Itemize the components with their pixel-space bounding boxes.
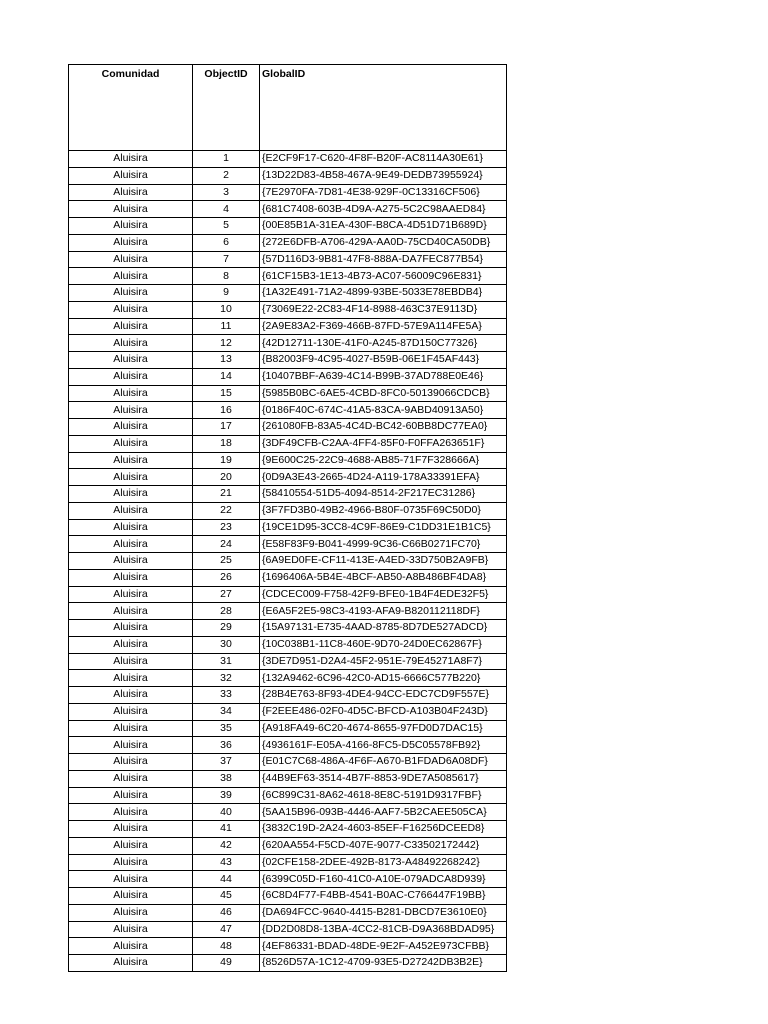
cell-comunidad: Aluisira	[69, 201, 193, 218]
cell-objectid: 8	[193, 268, 260, 285]
cell-globalid: {E01C7C68-486A-4F6F-A670-B1FDAD6A08DF}	[260, 754, 507, 771]
table-row	[69, 536, 507, 553]
cell-objectid: 41	[193, 821, 260, 838]
cell-objectid: 11	[193, 318, 260, 335]
cell-objectid: 20	[193, 469, 260, 486]
cell-comunidad: Aluisira	[69, 737, 193, 754]
cell-comunidad: Aluisira	[69, 921, 193, 938]
cell-comunidad: Aluisira	[69, 804, 193, 821]
cell-objectid: 26	[193, 569, 260, 586]
cell-comunidad: Aluisira	[69, 335, 193, 352]
table-row	[69, 569, 507, 586]
cell-globalid: {1696406A-5B4E-4BCF-AB50-A8B486BF4DA8}	[260, 569, 507, 586]
cell-comunidad: Aluisira	[69, 687, 193, 704]
cell-comunidad: Aluisira	[69, 486, 193, 503]
cell-globalid: {132A9462-6C96-42C0-AD15-6666C577B220}	[260, 670, 507, 687]
cell-objectid: 13	[193, 352, 260, 369]
cell-globalid: {15A97131-E735-4AAD-8785-8D7DE527ADCD}	[260, 620, 507, 637]
cell-globalid: {13D22D83-4B58-467A-9E49-DEDB73955924}	[260, 167, 507, 184]
cell-comunidad: Aluisira	[69, 754, 193, 771]
cell-globalid: {3DE7D951-D2A4-45F2-951E-79E45271A8F7}	[260, 653, 507, 670]
cell-globalid: {10C038B1-11C8-460E-9D70-24D0EC62867F}	[260, 636, 507, 653]
cell-objectid: 21	[193, 486, 260, 503]
cell-globalid: {261080FB-83A5-4C4D-BC42-60BB8DC77EA0}	[260, 419, 507, 436]
cell-objectid: 28	[193, 603, 260, 620]
cell-comunidad: Aluisira	[69, 670, 193, 687]
cell-objectid: 48	[193, 938, 260, 955]
table-row	[69, 452, 507, 469]
table-row	[69, 586, 507, 603]
cell-comunidad: Aluisira	[69, 352, 193, 369]
cell-objectid: 16	[193, 402, 260, 419]
cell-globalid: {E58F83F9-B041-4999-9C36-C66B0271FC70}	[260, 536, 507, 553]
cell-globalid: {57D116D3-9B81-47F8-888A-DA7FEC877B54}	[260, 251, 507, 268]
table-row	[69, 938, 507, 955]
header-globalid: GlobalID	[260, 65, 507, 151]
table-row	[69, 368, 507, 385]
cell-objectid: 14	[193, 368, 260, 385]
cell-objectid: 38	[193, 770, 260, 787]
cell-comunidad: Aluisira	[69, 653, 193, 670]
cell-comunidad: Aluisira	[69, 251, 193, 268]
cell-comunidad: Aluisira	[69, 955, 193, 972]
cell-globalid: {9E600C25-22C9-4688-AB85-71F7F328666A}	[260, 452, 507, 469]
table-row	[69, 653, 507, 670]
cell-objectid: 10	[193, 301, 260, 318]
cell-globalid: {02CFE158-2DEE-492B-8173-A48492268242}	[260, 854, 507, 871]
table-row	[69, 419, 507, 436]
cell-objectid: 6	[193, 234, 260, 251]
table-row	[69, 821, 507, 838]
table-body	[69, 151, 507, 972]
cell-comunidad: Aluisira	[69, 821, 193, 838]
cell-globalid: {6C8D4F77-F4BB-4541-B0AC-C766447F19BB}	[260, 888, 507, 905]
table-row	[69, 167, 507, 184]
cell-comunidad: Aluisira	[69, 402, 193, 419]
cell-globalid: {272E6DFB-A706-429A-AA0D-75CD40CA50DB}	[260, 234, 507, 251]
cell-objectid: 35	[193, 720, 260, 737]
cell-globalid: {A918FA49-6C20-4674-8655-97FD0D7DAC15}	[260, 720, 507, 737]
table-row	[69, 234, 507, 251]
cell-globalid: {1A32E491-71A2-4899-93BE-5033E78EBDB4}	[260, 285, 507, 302]
cell-globalid: {58410554-51D5-4094-8514-2F217EC31286}	[260, 486, 507, 503]
table-row	[69, 402, 507, 419]
table-row	[69, 553, 507, 570]
table-row	[69, 871, 507, 888]
cell-objectid: 46	[193, 904, 260, 921]
header-objectid: ObjectID	[193, 65, 260, 151]
cell-comunidad: Aluisira	[69, 234, 193, 251]
cell-objectid: 2	[193, 167, 260, 184]
data-table	[68, 64, 507, 972]
cell-globalid: {19CE1D95-3CC8-4C9F-86E9-C1DD31E1B1C5}	[260, 519, 507, 536]
cell-comunidad: Aluisira	[69, 703, 193, 720]
cell-objectid: 45	[193, 888, 260, 905]
cell-objectid: 31	[193, 653, 260, 670]
table-row	[69, 636, 507, 653]
cell-globalid: {44B9EF63-3514-4B7F-8853-9DE7A5085617}	[260, 770, 507, 787]
table-row	[69, 955, 507, 972]
cell-comunidad: Aluisira	[69, 469, 193, 486]
cell-objectid: 15	[193, 385, 260, 402]
cell-globalid: {620AA554-F5CD-407E-9077-C33502172442}	[260, 837, 507, 854]
cell-objectid: 19	[193, 452, 260, 469]
cell-objectid: 1	[193, 151, 260, 168]
cell-comunidad: Aluisira	[69, 938, 193, 955]
cell-globalid: {42D12711-130E-41F0-A245-87D150C77326}	[260, 335, 507, 352]
cell-comunidad: Aluisira	[69, 419, 193, 436]
cell-comunidad: Aluisira	[69, 301, 193, 318]
table-row	[69, 720, 507, 737]
cell-globalid: {DD2D08D8-13BA-4CC2-81CB-D9A368BDAD95}	[260, 921, 507, 938]
table-row	[69, 268, 507, 285]
cell-globalid: {3F7FD3B0-49B2-4966-B80F-0735F69C50D0}	[260, 502, 507, 519]
cell-globalid: {6399C05D-F160-41C0-A10E-079ADCA8D939}	[260, 871, 507, 888]
cell-objectid: 42	[193, 837, 260, 854]
table-row	[69, 435, 507, 452]
cell-comunidad: Aluisira	[69, 318, 193, 335]
cell-comunidad: Aluisira	[69, 603, 193, 620]
table-row	[69, 837, 507, 854]
header-comunidad: Comunidad	[69, 65, 193, 151]
cell-objectid: 23	[193, 519, 260, 536]
table-row	[69, 301, 507, 318]
cell-globalid: {6A9ED0FE-CF11-413E-A4ED-33D750B2A9FB}	[260, 553, 507, 570]
table-row	[69, 335, 507, 352]
cell-globalid: {B82003F9-4C95-4027-B59B-06E1F45AF443}	[260, 352, 507, 369]
cell-comunidad: Aluisira	[69, 569, 193, 586]
table-row	[69, 251, 507, 268]
cell-comunidad: Aluisira	[69, 268, 193, 285]
cell-comunidad: Aluisira	[69, 452, 193, 469]
cell-comunidad: Aluisira	[69, 218, 193, 235]
cell-objectid: 18	[193, 435, 260, 452]
cell-globalid: {0D9A3E43-2665-4D24-A119-178A33391EFA}	[260, 469, 507, 486]
cell-globalid: {2A9E83A2-F369-466B-87FD-57E9A114FE5A}	[260, 318, 507, 335]
table-row	[69, 502, 507, 519]
cell-objectid: 27	[193, 586, 260, 603]
cell-comunidad: Aluisira	[69, 904, 193, 921]
cell-comunidad: Aluisira	[69, 184, 193, 201]
cell-comunidad: Aluisira	[69, 536, 193, 553]
table-row	[69, 469, 507, 486]
table-row	[69, 670, 507, 687]
cell-comunidad: Aluisira	[69, 586, 193, 603]
cell-comunidad: Aluisira	[69, 502, 193, 519]
cell-globalid: {4936161F-E05A-4166-8FC5-D5C05578FB92}	[260, 737, 507, 754]
cell-objectid: 4	[193, 201, 260, 218]
table-row	[69, 737, 507, 754]
table-row	[69, 486, 507, 503]
cell-objectid: 5	[193, 218, 260, 235]
table-row	[69, 603, 507, 620]
table-row	[69, 201, 507, 218]
table-row	[69, 703, 507, 720]
header-row	[69, 65, 507, 151]
cell-globalid: {00E85B1A-31EA-430F-B8CA-4D51D71B689D}	[260, 218, 507, 235]
cell-objectid: 39	[193, 787, 260, 804]
table-row	[69, 184, 507, 201]
cell-comunidad: Aluisira	[69, 385, 193, 402]
cell-globalid: {61CF15B3-1E13-4B73-AC07-56009C96E831}	[260, 268, 507, 285]
cell-globalid: {681C7408-603B-4D9A-A275-5C2C98AAED84}	[260, 201, 507, 218]
cell-globalid: {6C899C31-8A62-4618-8E8C-5191D9317FBF}	[260, 787, 507, 804]
cell-objectid: 34	[193, 703, 260, 720]
table-row	[69, 151, 507, 168]
cell-globalid: {7E2970FA-7D81-4E38-929F-0C13316CF506}	[260, 184, 507, 201]
cell-comunidad: Aluisira	[69, 636, 193, 653]
cell-objectid: 40	[193, 804, 260, 821]
cell-globalid: {3DF49CFB-C2AA-4FF4-85F0-F0FFA263651F}	[260, 435, 507, 452]
cell-globalid: {73069E22-2C83-4F14-8988-463C37E9113D}	[260, 301, 507, 318]
cell-comunidad: Aluisira	[69, 770, 193, 787]
table-row	[69, 318, 507, 335]
cell-objectid: 43	[193, 854, 260, 871]
cell-comunidad: Aluisira	[69, 720, 193, 737]
cell-objectid: 29	[193, 620, 260, 637]
cell-globalid: {5AA15B96-093B-4446-AAF7-5B2CAEE505CA}	[260, 804, 507, 821]
cell-globalid: {DA694FCC-9640-4415-B281-DBCD7E3610E0}	[260, 904, 507, 921]
cell-globalid: {CDCEC009-F758-42F9-BFE0-1B4F4EDE32F5}	[260, 586, 507, 603]
cell-comunidad: Aluisira	[69, 435, 193, 452]
cell-objectid: 32	[193, 670, 260, 687]
cell-globalid: {E6A5F2E5-98C3-4193-AFA9-B820112118DF}	[260, 603, 507, 620]
cell-comunidad: Aluisira	[69, 854, 193, 871]
cell-comunidad: Aluisira	[69, 519, 193, 536]
cell-objectid: 17	[193, 419, 260, 436]
table-row	[69, 754, 507, 771]
cell-comunidad: Aluisira	[69, 285, 193, 302]
cell-objectid: 3	[193, 184, 260, 201]
cell-objectid: 36	[193, 737, 260, 754]
cell-comunidad: Aluisira	[69, 888, 193, 905]
table-row	[69, 904, 507, 921]
cell-objectid: 49	[193, 955, 260, 972]
cell-globalid: {5985B0BC-6AE5-4CBD-8FC0-50139066CDCB}	[260, 385, 507, 402]
cell-globalid: {3832C19D-2A24-4603-85EF-F16256DCEED8}	[260, 821, 507, 838]
table-row	[69, 218, 507, 235]
cell-objectid: 25	[193, 553, 260, 570]
cell-objectid: 22	[193, 502, 260, 519]
table-row	[69, 770, 507, 787]
cell-objectid: 33	[193, 687, 260, 704]
cell-globalid: {4EF86331-BDAD-48DE-9E2F-A452E973CFBB}	[260, 938, 507, 955]
table-row	[69, 921, 507, 938]
cell-comunidad: Aluisira	[69, 151, 193, 168]
table-row	[69, 620, 507, 637]
cell-globalid: {E2CF9F17-C620-4F8F-B20F-AC8114A30E61}	[260, 151, 507, 168]
cell-comunidad: Aluisira	[69, 620, 193, 637]
cell-objectid: 44	[193, 871, 260, 888]
table-row	[69, 352, 507, 369]
table-row	[69, 787, 507, 804]
table-row	[69, 854, 507, 871]
cell-objectid: 12	[193, 335, 260, 352]
cell-objectid: 24	[193, 536, 260, 553]
cell-objectid: 9	[193, 285, 260, 302]
cell-comunidad: Aluisira	[69, 167, 193, 184]
cell-globalid: {10407BBF-A639-4C14-B99B-37AD788E0E46}	[260, 368, 507, 385]
table-row	[69, 687, 507, 704]
cell-comunidad: Aluisira	[69, 787, 193, 804]
table-row	[69, 385, 507, 402]
cell-objectid: 47	[193, 921, 260, 938]
cell-comunidad: Aluisira	[69, 553, 193, 570]
cell-objectid: 30	[193, 636, 260, 653]
cell-globalid: {28B4E763-8F93-4DE4-94CC-EDC7CD9F557E}	[260, 687, 507, 704]
cell-globalid: {0186F40C-674C-41A5-83CA-9ABD40913A50}	[260, 402, 507, 419]
cell-comunidad: Aluisira	[69, 368, 193, 385]
cell-comunidad: Aluisira	[69, 871, 193, 888]
table-row	[69, 285, 507, 302]
cell-comunidad: Aluisira	[69, 837, 193, 854]
table-row	[69, 519, 507, 536]
cell-globalid: {F2EEE486-02F0-4D5C-BFCD-A103B04F243D}	[260, 703, 507, 720]
cell-objectid: 37	[193, 754, 260, 771]
table-row	[69, 804, 507, 821]
cell-objectid: 7	[193, 251, 260, 268]
table-row	[69, 888, 507, 905]
cell-globalid: {8526D57A-1C12-4709-93E5-D27242DB3B2E}	[260, 955, 507, 972]
